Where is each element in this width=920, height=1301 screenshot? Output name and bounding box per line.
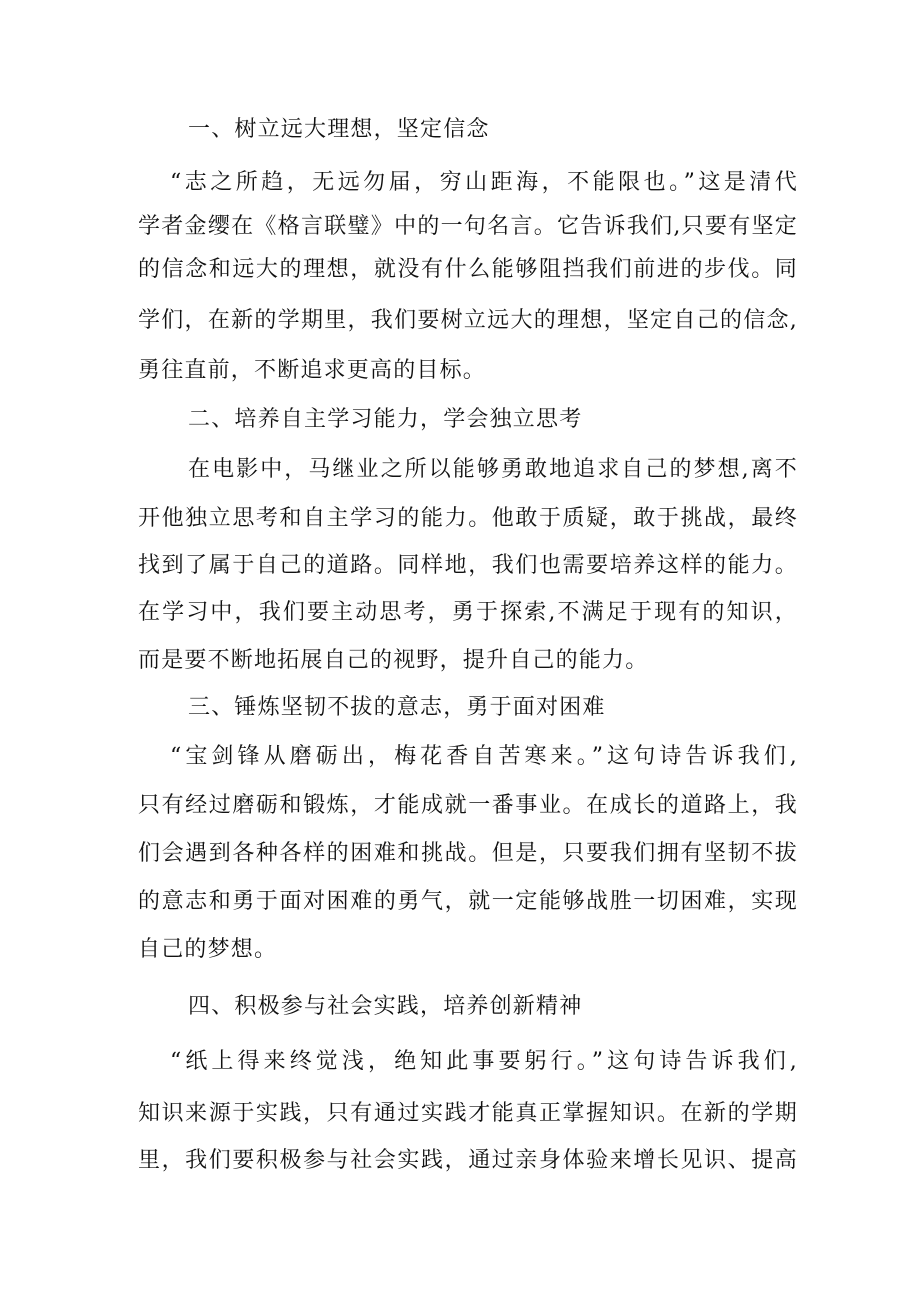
paragraph-line: 学们，在新的学期里，我们要树立远大的理想，坚定自己的信念, (138, 308, 798, 333)
paragraph-line: 知识来源于实践，只有通过实践才能真正掌握知识。在新的学期 (138, 1101, 798, 1126)
paragraph-line: 而是要不断地拓展自己的视野，提升自己的能力。 (138, 648, 649, 673)
paragraph-line: 的信念和远大的理想，就没有什么能够阻挡我们前进的步伐。同 (138, 257, 798, 282)
section-heading: 三、锤炼坚韧不拔的意志，勇于面对困难 (188, 695, 606, 720)
paragraph-line: 自己的梦想。 (138, 937, 278, 962)
section-heading: 一、树立远大理想，坚定信念 (188, 117, 490, 142)
section-heading: 四、积极参与社会实践，培养创新精神 (188, 994, 583, 1019)
paragraph-line: 学者金缨在《格言联璧》中的一句名言。它告诉我们,只要有坚定 (138, 214, 798, 239)
paragraph-line: 只有经过磨砺和锻炼，才能成就一番事业。在成长的道路上，我 (138, 793, 798, 818)
paragraph-line: 们会遇到各种各样的困难和挑战。但是，只要我们拥有坚韧不拔 (138, 841, 798, 866)
paragraph-line: 里，我们要积极参与社会实践，通过亲身体验来增长见识、提高 (138, 1148, 798, 1173)
paragraph-line: “纸上得来终觉浅，绝知此事要躬行。”这句诗告诉我们, (170, 1049, 798, 1074)
paragraph-line: 的意志和勇于面对困难的勇气，就一定能够战胜一切困难，实现 (138, 889, 798, 914)
paragraph-line: 开他独立思考和自主学习的能力。他敢于质疑，敢于挑战，最终 (138, 506, 798, 531)
paragraph-line: 勇往直前，不断追求更高的目标。 (138, 358, 487, 383)
paragraph-line: 在电影中，马继业之所以能够勇敢地追求自己的梦想,离不 (188, 457, 798, 482)
paragraph-line: 在学习中，我们要主动思考，勇于探索,不满足于现有的知识， (138, 600, 798, 625)
paragraph-line: 找到了属于自己的道路。同样地，我们也需要培养这样的能力。 (138, 553, 798, 578)
paragraph-line: “志之所趋，无远勿届，穷山距海，不能限也。”这是清代 (170, 170, 798, 195)
section-heading: 二、培养自主学习能力，学会独立思考 (188, 407, 583, 432)
paragraph-line: “宝剑锋从磨砺出，梅花香自苦寒来。”这句诗告诉我们, (170, 744, 798, 769)
